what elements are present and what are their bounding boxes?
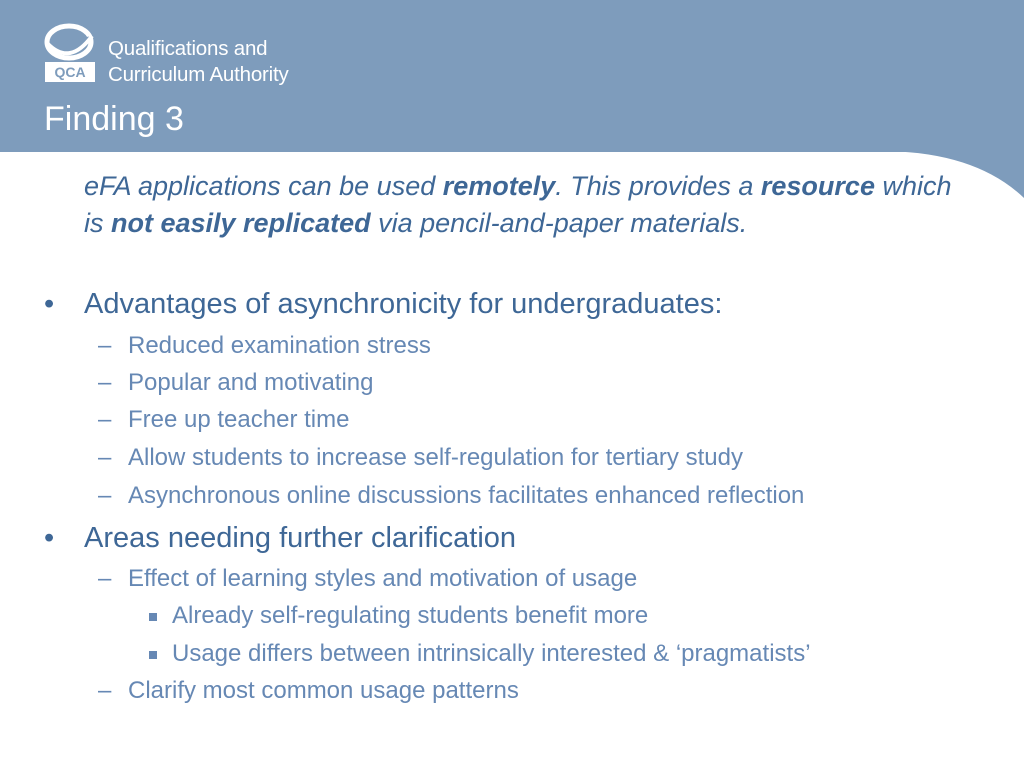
sub-bullet (98, 331, 431, 361)
dash-marker: – (98, 565, 112, 592)
dash-marker: – (98, 444, 112, 471)
intro-emphasis-not-easily-replicated: not easily replicated (111, 208, 371, 238)
sub-sub-bullet-text: Usage differs between intrinsically interested & ‘pragmatists’ (172, 640, 811, 667)
sub-bullet-text: Free up teacher time (128, 406, 350, 433)
square-bullet-icon (149, 651, 157, 659)
sub-bullet-text: Clarify most common usage patterns (128, 677, 519, 704)
slide-title: Finding 3 (44, 100, 184, 138)
bullet-marker: • (44, 522, 55, 554)
logo-mark-text: QCA (54, 64, 86, 80)
organization-name-line-2: Curriculum Authority (108, 63, 289, 86)
dash-marker: – (98, 677, 112, 704)
sub-bullet (98, 676, 519, 706)
intro-text-3: which is (84, 171, 952, 238)
organization-name-line-1: Qualifications and (108, 37, 268, 60)
intro-text-2: . This provides a (555, 171, 761, 201)
bullet-marker: • (44, 288, 55, 320)
intro-emphasis-remotely: remotely (442, 171, 556, 201)
bullet-advantages-text: Advantages of asynchronicity for undergraduates: (84, 288, 723, 320)
intro-emphasis-resource: resource (760, 171, 875, 201)
intro-text-4: via pencil-and-paper materials. (370, 208, 748, 238)
bullet-areas-needing-clarification (44, 520, 517, 556)
dash-marker: – (98, 482, 112, 509)
intro-paragraph (84, 168, 964, 242)
sub-sub-bullet (172, 601, 648, 631)
qca-logo-mark-icon (44, 22, 96, 86)
sub-bullet (98, 405, 350, 435)
sub-bullet-text: Effect of learning styles and motivation of usage (128, 565, 638, 592)
sub-bullet (98, 481, 805, 511)
sub-sub-bullet (172, 639, 811, 669)
sub-bullet-text: Popular and motivating (128, 369, 374, 396)
bullet-areas-text: Areas needing further clarification (84, 522, 517, 554)
dash-marker: – (98, 369, 112, 396)
sub-sub-bullet-text: Already self-regulating students benefit more (172, 602, 649, 629)
organization-name (108, 36, 289, 88)
dash-marker: – (98, 332, 112, 359)
sub-bullet (98, 564, 638, 594)
dash-marker: – (98, 406, 112, 433)
sub-bullet-text: Reduced examination stress (128, 332, 431, 359)
sub-bullet-text: Asynchronous online discussions facilitates enhanced reflection (128, 482, 805, 509)
intro-text-1: eFA applications can be used (84, 171, 443, 201)
sub-bullet (98, 368, 374, 398)
bullet-advantages (44, 286, 723, 322)
square-bullet-icon (149, 613, 157, 621)
sub-bullet-text: Allow students to increase self-regulation for tertiary study (128, 444, 743, 471)
sub-bullet (98, 443, 743, 473)
qca-logo (44, 22, 96, 91)
